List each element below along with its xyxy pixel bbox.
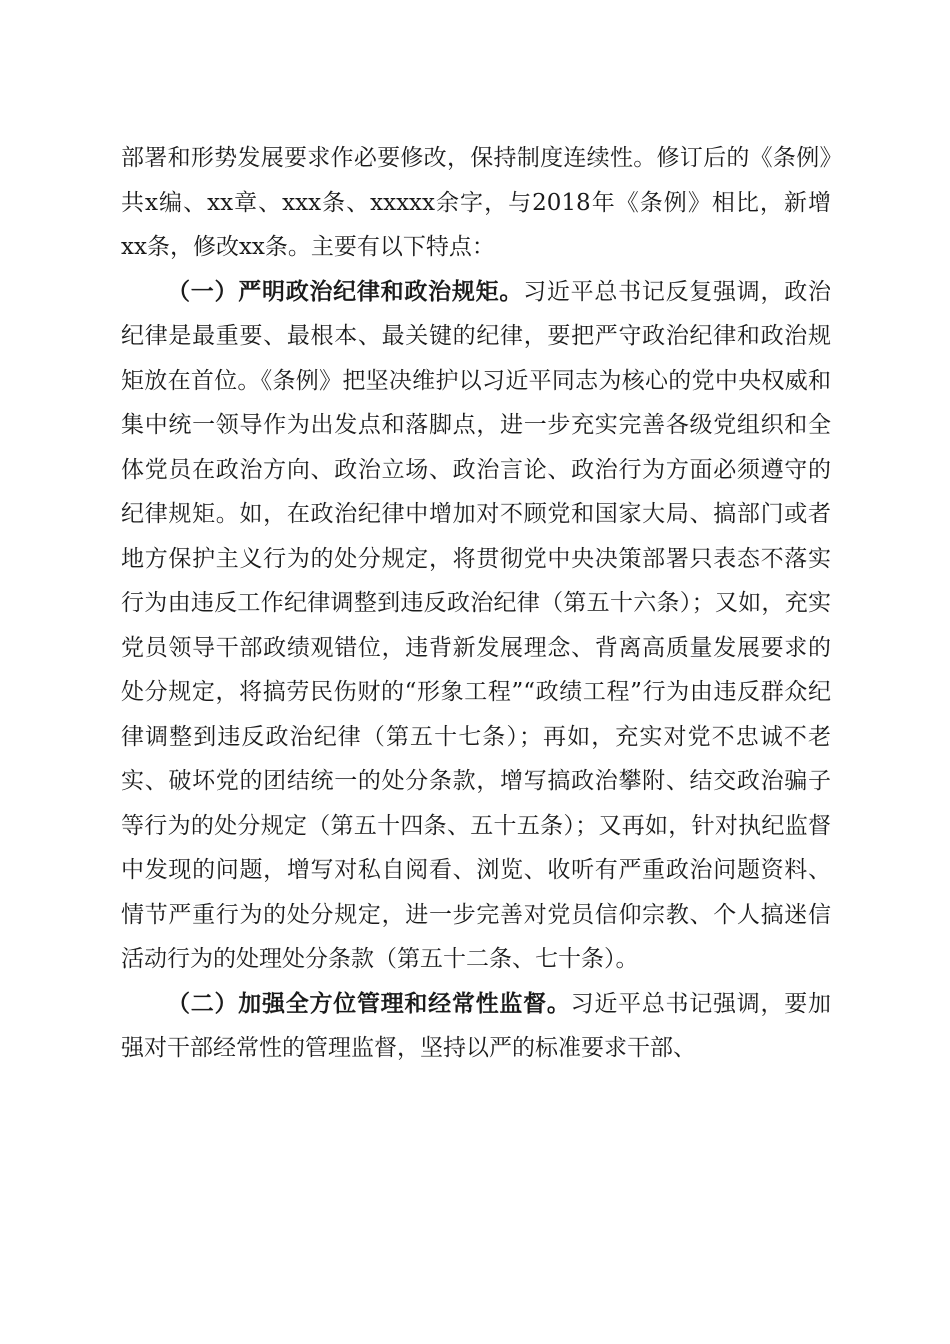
- section-body-1: 习近平总书记反复强调，政治纪律是最重要、最根本、最关键的纪律，要把严守政治纪律和政治规矩放在首位。《条例》把坚决维护以习近平同志为核心的党中央权威和集中统一领导作为出发点和落脚点，进一步充实完善各级党组织和全体党员在政治方向、政治立场、政治言论、政治行为方面必须遵守的纪律规矩。如，在政治纪律中增加对不顾党和国家大局、搞部门或者地方保护主义行为的处分规定，将贯彻党中央决策部署只表态不落实行为由违反工作纪律调整到违反政治纪律（第五十六条）；又如，充实党员领导干部政绩观错位，违背新发展理念、背离高质量发展要求的处分规定，将搞劳民伤财的“形象工程”“政绩工程”行为由违反群众纪律调整到违反政治纪律（第五十七条）；再如，充实对党不忠诚不老实、破坏党的团结统一的处分条款，增写搞政治攀附、结交政治骗子等行为的处分规定（第五十四条、五十五条）；又再如，针对执纪监督中发现的问题，增写对私自阅看、浏览、收听有严重政治问题资料、情节严重行为的处分规定，进一步完善对党员信仰宗教、个人搞迷信活动行为的处理处分条款（第五十二条、七十条）。: [121, 278, 832, 972]
- document-body: [121, 136, 831, 1071]
- intro-paragraph: 部署和形势发展要求作必要修改，保持制度连续性。修订后的《条例》共x编、xx章、xxx条、xxxxx余字，与2018年《条例》相比，新增xx条，修改xx条。主要有以下特点：: [121, 145, 831, 260]
- section-paragraph-2: [121, 982, 831, 1071]
- section-heading-1: （一）严明政治纪律和政治规矩。: [167, 277, 524, 305]
- section-paragraph-1: [121, 270, 831, 982]
- section-body-2: 习近平总书记强调，要加强对干部经常性的管理监督，坚持以严的标准要求干部、: [121, 990, 832, 1061]
- section-heading-2: （二）加强全方位管理和经常性监督。: [167, 989, 571, 1017]
